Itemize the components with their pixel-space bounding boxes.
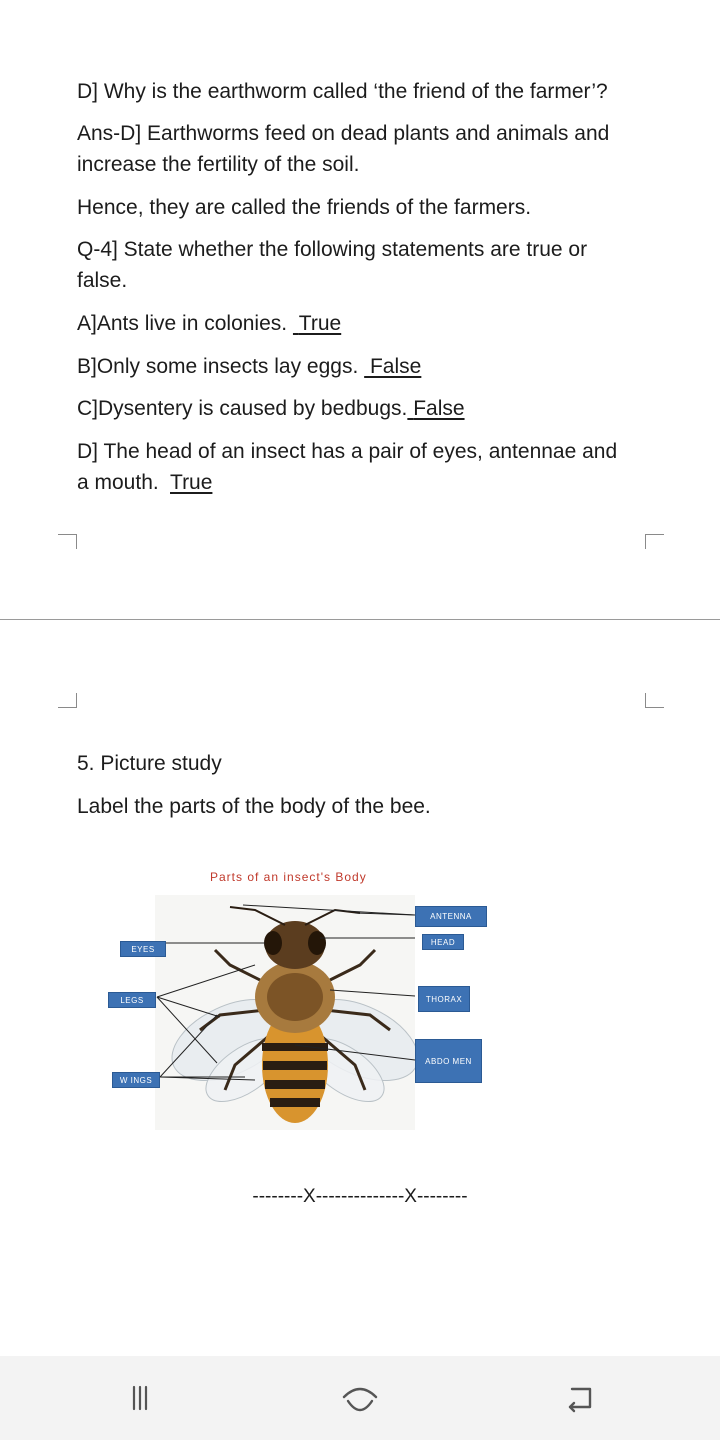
answer-d-line-2: increase the fertility of the soil. <box>77 153 360 176</box>
home-button[interactable] <box>335 1378 385 1418</box>
question-4-line-2: false. <box>77 269 128 292</box>
label-thorax: THORAX <box>418 986 470 1012</box>
statement-a-text: A]Ants live in colonies. <box>77 312 288 335</box>
statement-c-text: C]Dysentery is caused by bedbugs. <box>77 397 408 420</box>
label-abdomen: ABDO MEN <box>415 1039 482 1083</box>
label-antenna: ANTENNA <box>415 906 487 927</box>
statement-a <box>77 308 657 339</box>
page-corner-mark <box>645 534 664 549</box>
statement-b-text: B]Only some insects lay eggs. <box>77 355 359 378</box>
page-corner-mark <box>645 693 664 708</box>
label-legs: LEGS <box>108 992 156 1008</box>
statement-d-line-2: a mouth. True <box>77 471 213 494</box>
system-navigation-bar <box>0 1356 720 1440</box>
page-separator <box>0 619 720 620</box>
question-d: D] Why is the earthworm called ‘the friend of the farmer’? <box>77 80 608 103</box>
statement-a-answer: True <box>298 312 342 335</box>
label-wings: W INGS <box>112 1072 160 1088</box>
question-4-line-1: Q-4] State whether the following statements are true or <box>77 238 588 261</box>
end-marker: --------X--------------X-------- <box>252 1186 468 1207</box>
home-icon <box>338 1381 382 1415</box>
page-corner-mark <box>58 534 77 549</box>
statement-c <box>77 393 657 424</box>
back-button[interactable] <box>555 1378 605 1418</box>
picture-study-instruction: Label the parts of the body of the bee. <box>77 795 431 818</box>
recent-apps-button[interactable] <box>115 1378 165 1418</box>
diagram-title: Parts of an insect's Body <box>210 870 367 884</box>
back-icon <box>562 1383 598 1413</box>
statement-c-answer: False <box>413 397 465 420</box>
bee-diagram <box>105 865 490 1135</box>
recent-apps-icon <box>125 1383 155 1413</box>
answer-d-line-3: Hence, they are called the friends of the farmers. <box>77 196 532 219</box>
page-corner-mark <box>58 693 77 708</box>
label-eyes: EYES <box>120 941 166 957</box>
statement-d-answer: True <box>170 471 213 494</box>
statement-b-answer: False <box>369 355 422 378</box>
statement-b <box>77 351 657 382</box>
picture-study-heading: 5. Picture study <box>77 752 222 775</box>
statement-d-line-1: D] The head of an insect has a pair of eyes, antennae and <box>77 440 618 463</box>
document-page-1 <box>0 0 720 620</box>
label-head: HEAD <box>422 934 464 950</box>
answer-d-line-1: Ans-D] Earthworms feed on dead plants and animals and <box>77 122 610 145</box>
